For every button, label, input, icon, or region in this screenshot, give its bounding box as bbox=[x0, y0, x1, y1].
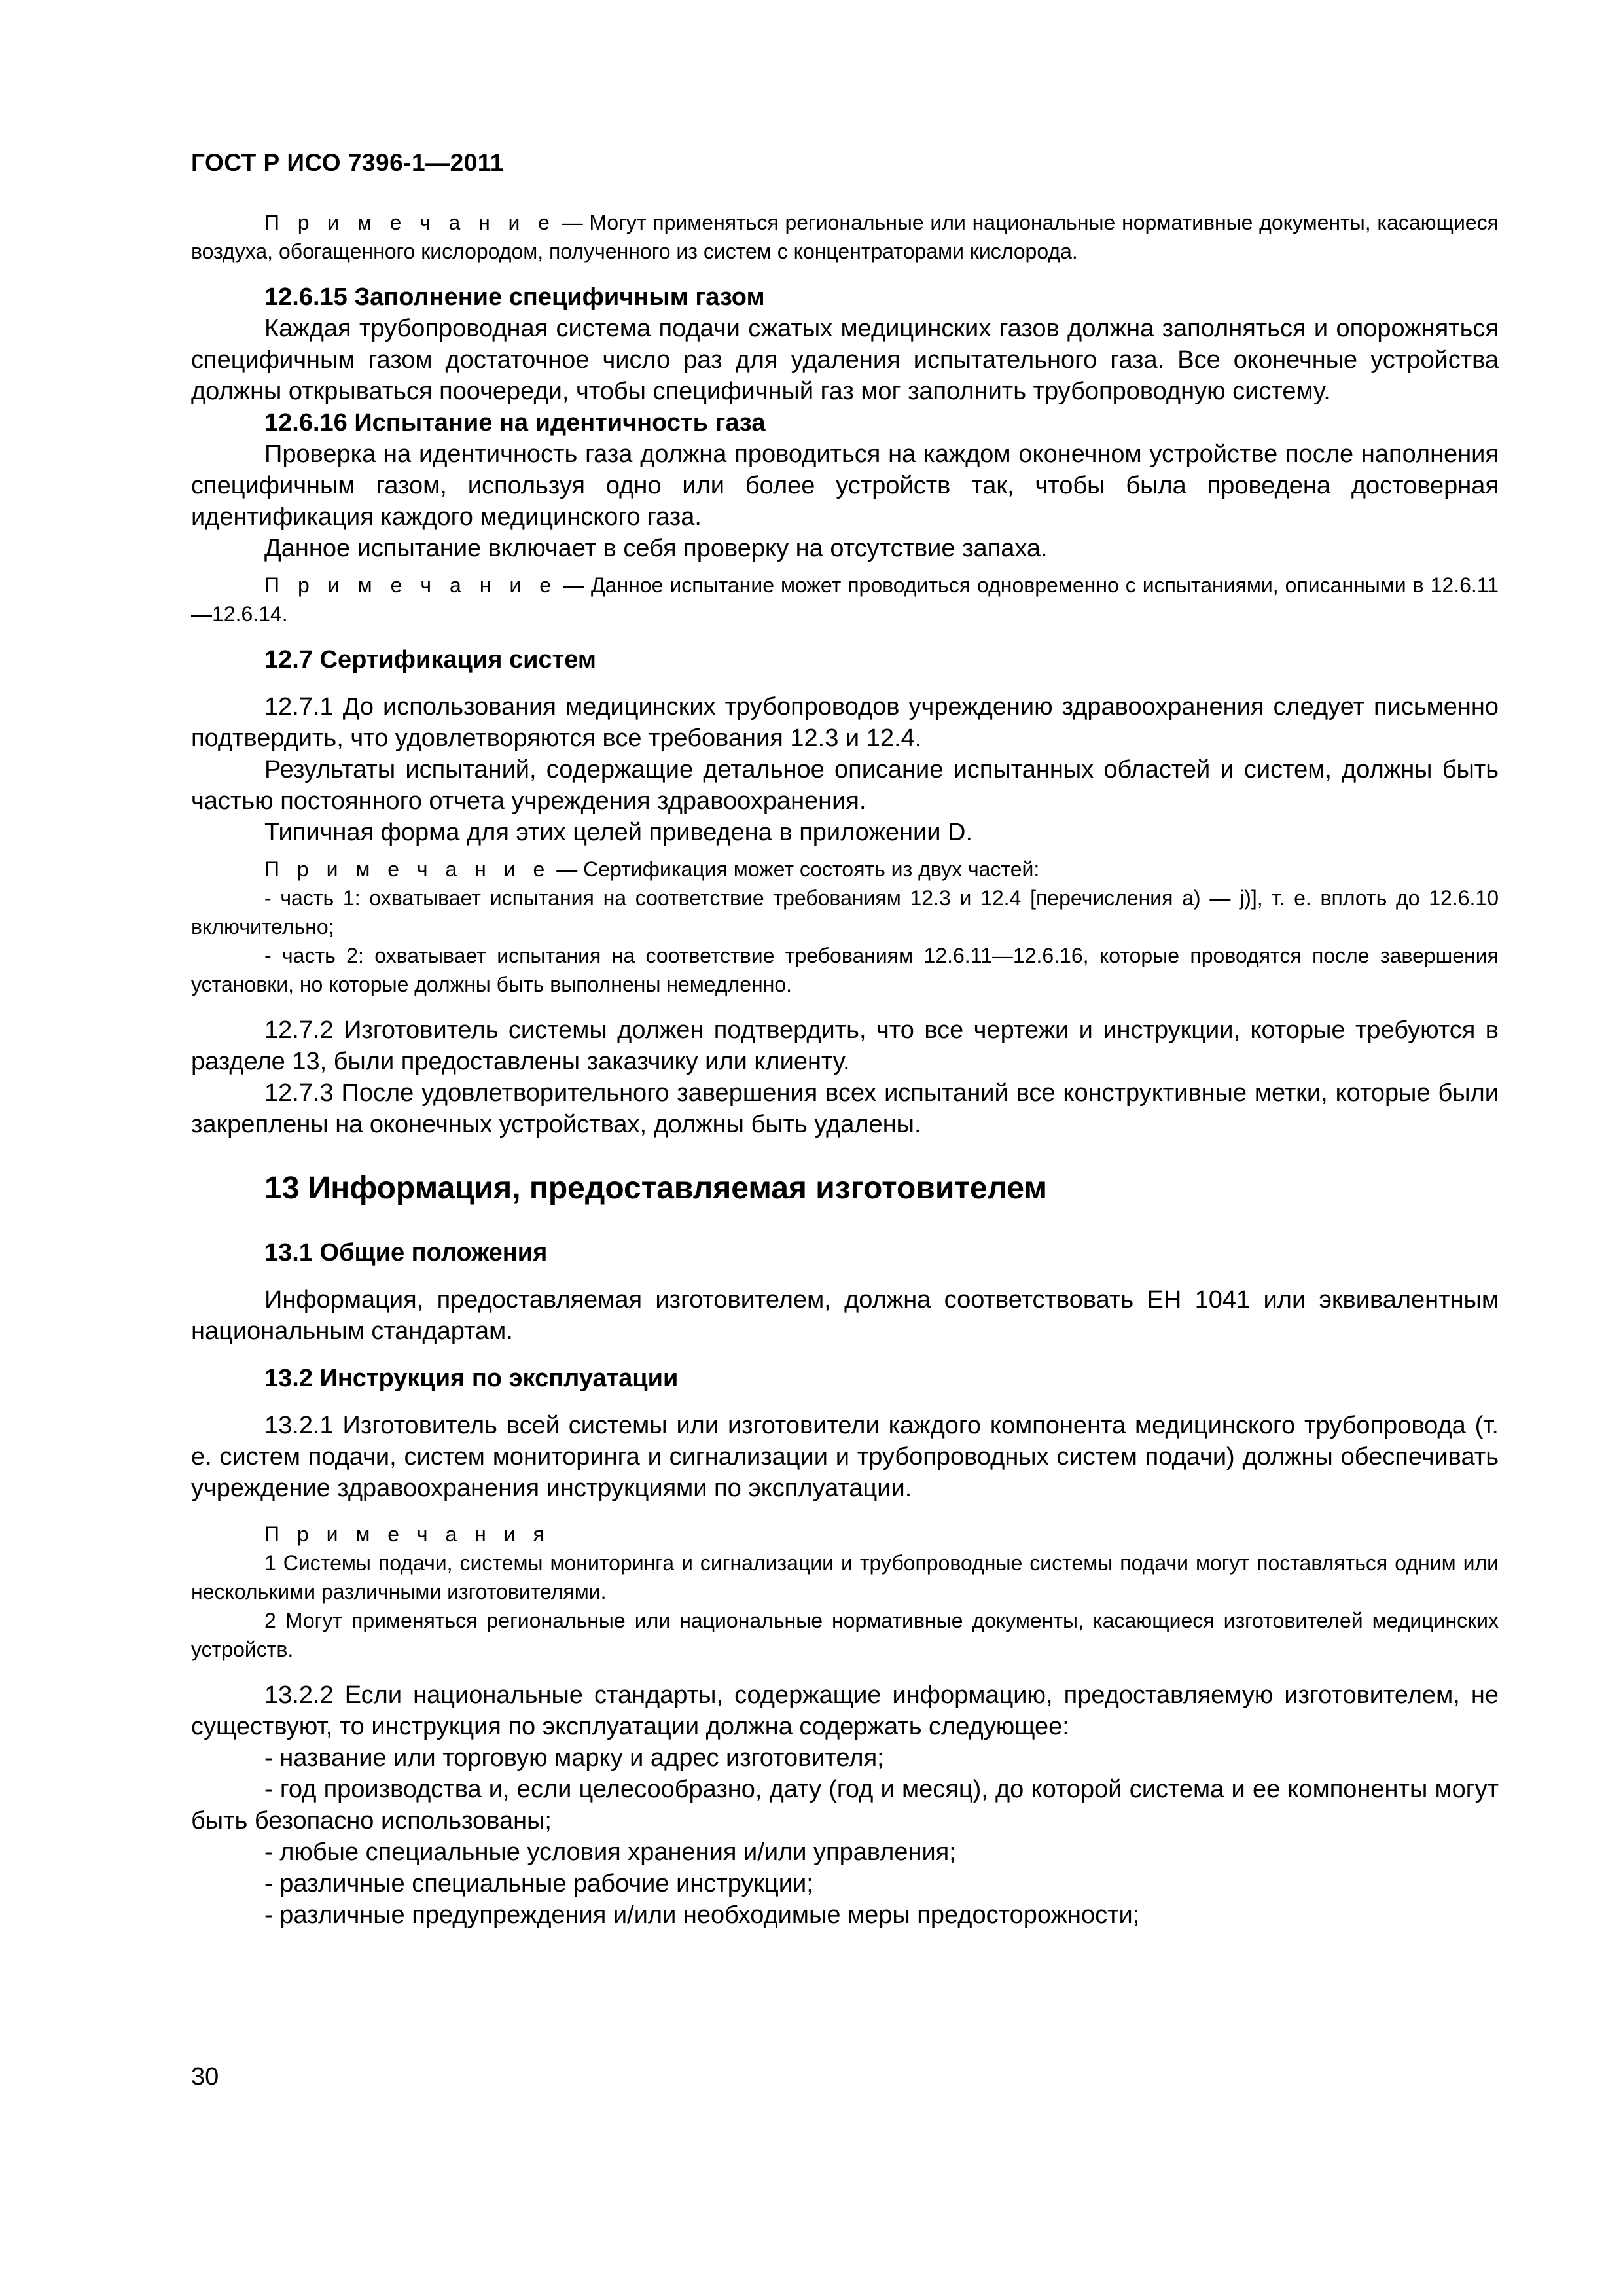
note-item-1: 1 Системы подачи, системы мониторинга и сигнализации и трубопроводные системы подачи могут поставляться одним или несколькими различными изготовителями. bbox=[191, 1551, 1499, 1604]
paragraph: 12.7.3 После удовлетворительного завершения всех испытаний все конструктивные метки, которые были закреплены на оконечных устройствах, должны быть удалены. bbox=[191, 1079, 1499, 1138]
note-label: П р и м е ч а н и я bbox=[264, 1522, 550, 1546]
note-text: — Данное испытание может проводиться одновременно с испытаниями, описанными в 12.6.11—12.6.14. bbox=[191, 573, 1499, 626]
note-text: — Могут применяться региональные или национальные нормативные документы, касающиеся воздуха, обогащенного кислородом, полученного из систем с концентраторами кислорода. bbox=[191, 211, 1499, 263]
list-item: - год производства и, если целесообразно, дату (год и месяц), до которой система и ее компоненты могут быть безопасно использованы; bbox=[191, 1776, 1499, 1835]
list-item: - название или торговую марку и адрес изготовителя; bbox=[264, 1744, 884, 1772]
note-part-1: - часть 1: охватывает испытания на соответствие требованиям 12.3 и 12.4 [перечисления а) — j)], т. е. вплоть до 12.6.10 включительно; bbox=[191, 886, 1499, 939]
section-heading-12-7: 12.7 Сертификация систем bbox=[264, 646, 596, 673]
paragraph: Данное испытание включает в себя проверку на отсутствие запаха. bbox=[264, 535, 1048, 562]
page-number: 30 bbox=[191, 2063, 219, 2090]
note-item-2: 2 Могут применяться региональные или национальные нормативные документы, касающиеся изготовителей медицинских устройств. bbox=[191, 1609, 1499, 1661]
section-heading-13-1: 13.1 Общие положения bbox=[264, 1239, 548, 1266]
standard-header: ГОСТ Р ИСО 7396-1—2011 bbox=[191, 149, 504, 176]
paragraph: Результаты испытаний, содержащие детальное описание испытанных областей и систем, должны быть частью постоянного отчета учреждения здравоохранения. bbox=[191, 756, 1499, 815]
page-content bbox=[191, 208, 1499, 1931]
chapter-heading-13: 13 Информация, предоставляемая изготовителем bbox=[264, 1171, 1047, 1206]
note-text: — Сертификация может состоять из двух частей: bbox=[550, 857, 1040, 881]
notes-13-label bbox=[191, 1520, 1499, 1549]
note-label: П р и м е ч а н и е bbox=[264, 857, 551, 881]
note-part-2: - часть 2: охватывает испытания на соответствие требованиям 12.6.11—12.6.16, которые проводятся после завершения установки, но которые должны быть выполнены немедленно. bbox=[191, 944, 1499, 996]
note-label: П р и м е ч а н и е bbox=[264, 573, 558, 597]
paragraph: 13.2.1 Изготовитель всей системы или изготовители каждого компонента медицинского трубопровода (т. е. систем подачи, систем мониторинга и сигнализации и трубопроводных систем подачи) должны обеспечивать учреждение здравоохранения инструкциями по эксплуатации. bbox=[191, 1412, 1499, 1502]
paragraph: Типичная форма для этих целей приведена в приложении D. bbox=[264, 819, 973, 846]
paragraph: Информация, предоставляемая изготовителем, должна соответствовать ЕН 1041 или эквивалентным национальным стандартам. bbox=[191, 1286, 1499, 1345]
paragraph: Каждая трубопроводная система подачи сжатых медицинских газов должна заполняться и опорожняться специфичным газом достаточное число раз для удаления испытательного газа. Все оконечные устройства должны открываться поочереди, чтобы специфичный газ мог заполнить трубопроводную систему. bbox=[191, 315, 1499, 405]
section-heading-12-6-16: 12.6.16 Испытание на идентичность газа bbox=[264, 409, 766, 437]
list-item: - различные предупреждения и/или необходимые меры предосторожности; bbox=[264, 1901, 1140, 1929]
note-top bbox=[191, 208, 1499, 266]
note-12-7 bbox=[191, 855, 1499, 884]
note-12-6-16 bbox=[191, 571, 1499, 628]
section-heading-12-6-15: 12.6.15 Заполнение специфичным газом bbox=[264, 283, 765, 311]
paragraph: 12.7.1 До использования медицинских трубопроводов учреждению здравоохранения следует письменно подтвердить, что удовлетворяются все требования 12.3 и 12.4. bbox=[191, 693, 1499, 752]
paragraph: Проверка на идентичность газа должна проводиться на каждом оконечном устройстве после наполнения специфичным газом, используя одно или более устройств так, чтобы была проведена достоверная идентификация каждого медицинского газа. bbox=[191, 440, 1499, 531]
section-heading-13-2: 13.2 Инструкция по эксплуатации bbox=[264, 1365, 679, 1392]
paragraph: 12.7.2 Изготовитель системы должен подтвердить, что все чертежи и инструкции, которые требуются в разделе 13, были предоставлены заказчику или клиенту. bbox=[191, 1016, 1499, 1075]
note-label: П р и м е ч а н и е bbox=[264, 211, 556, 234]
list-item: - различные специальные рабочие инструкции; bbox=[264, 1870, 813, 1897]
paragraph: 13.2.2 Если национальные стандарты, содержащие информацию, предоставляемую изготовителем, не существуют, то инструкция по эксплуатации должна содержать следующее: bbox=[191, 1681, 1499, 1740]
list-item: - любые специальные условия хранения и/или управления; bbox=[264, 1839, 956, 1866]
